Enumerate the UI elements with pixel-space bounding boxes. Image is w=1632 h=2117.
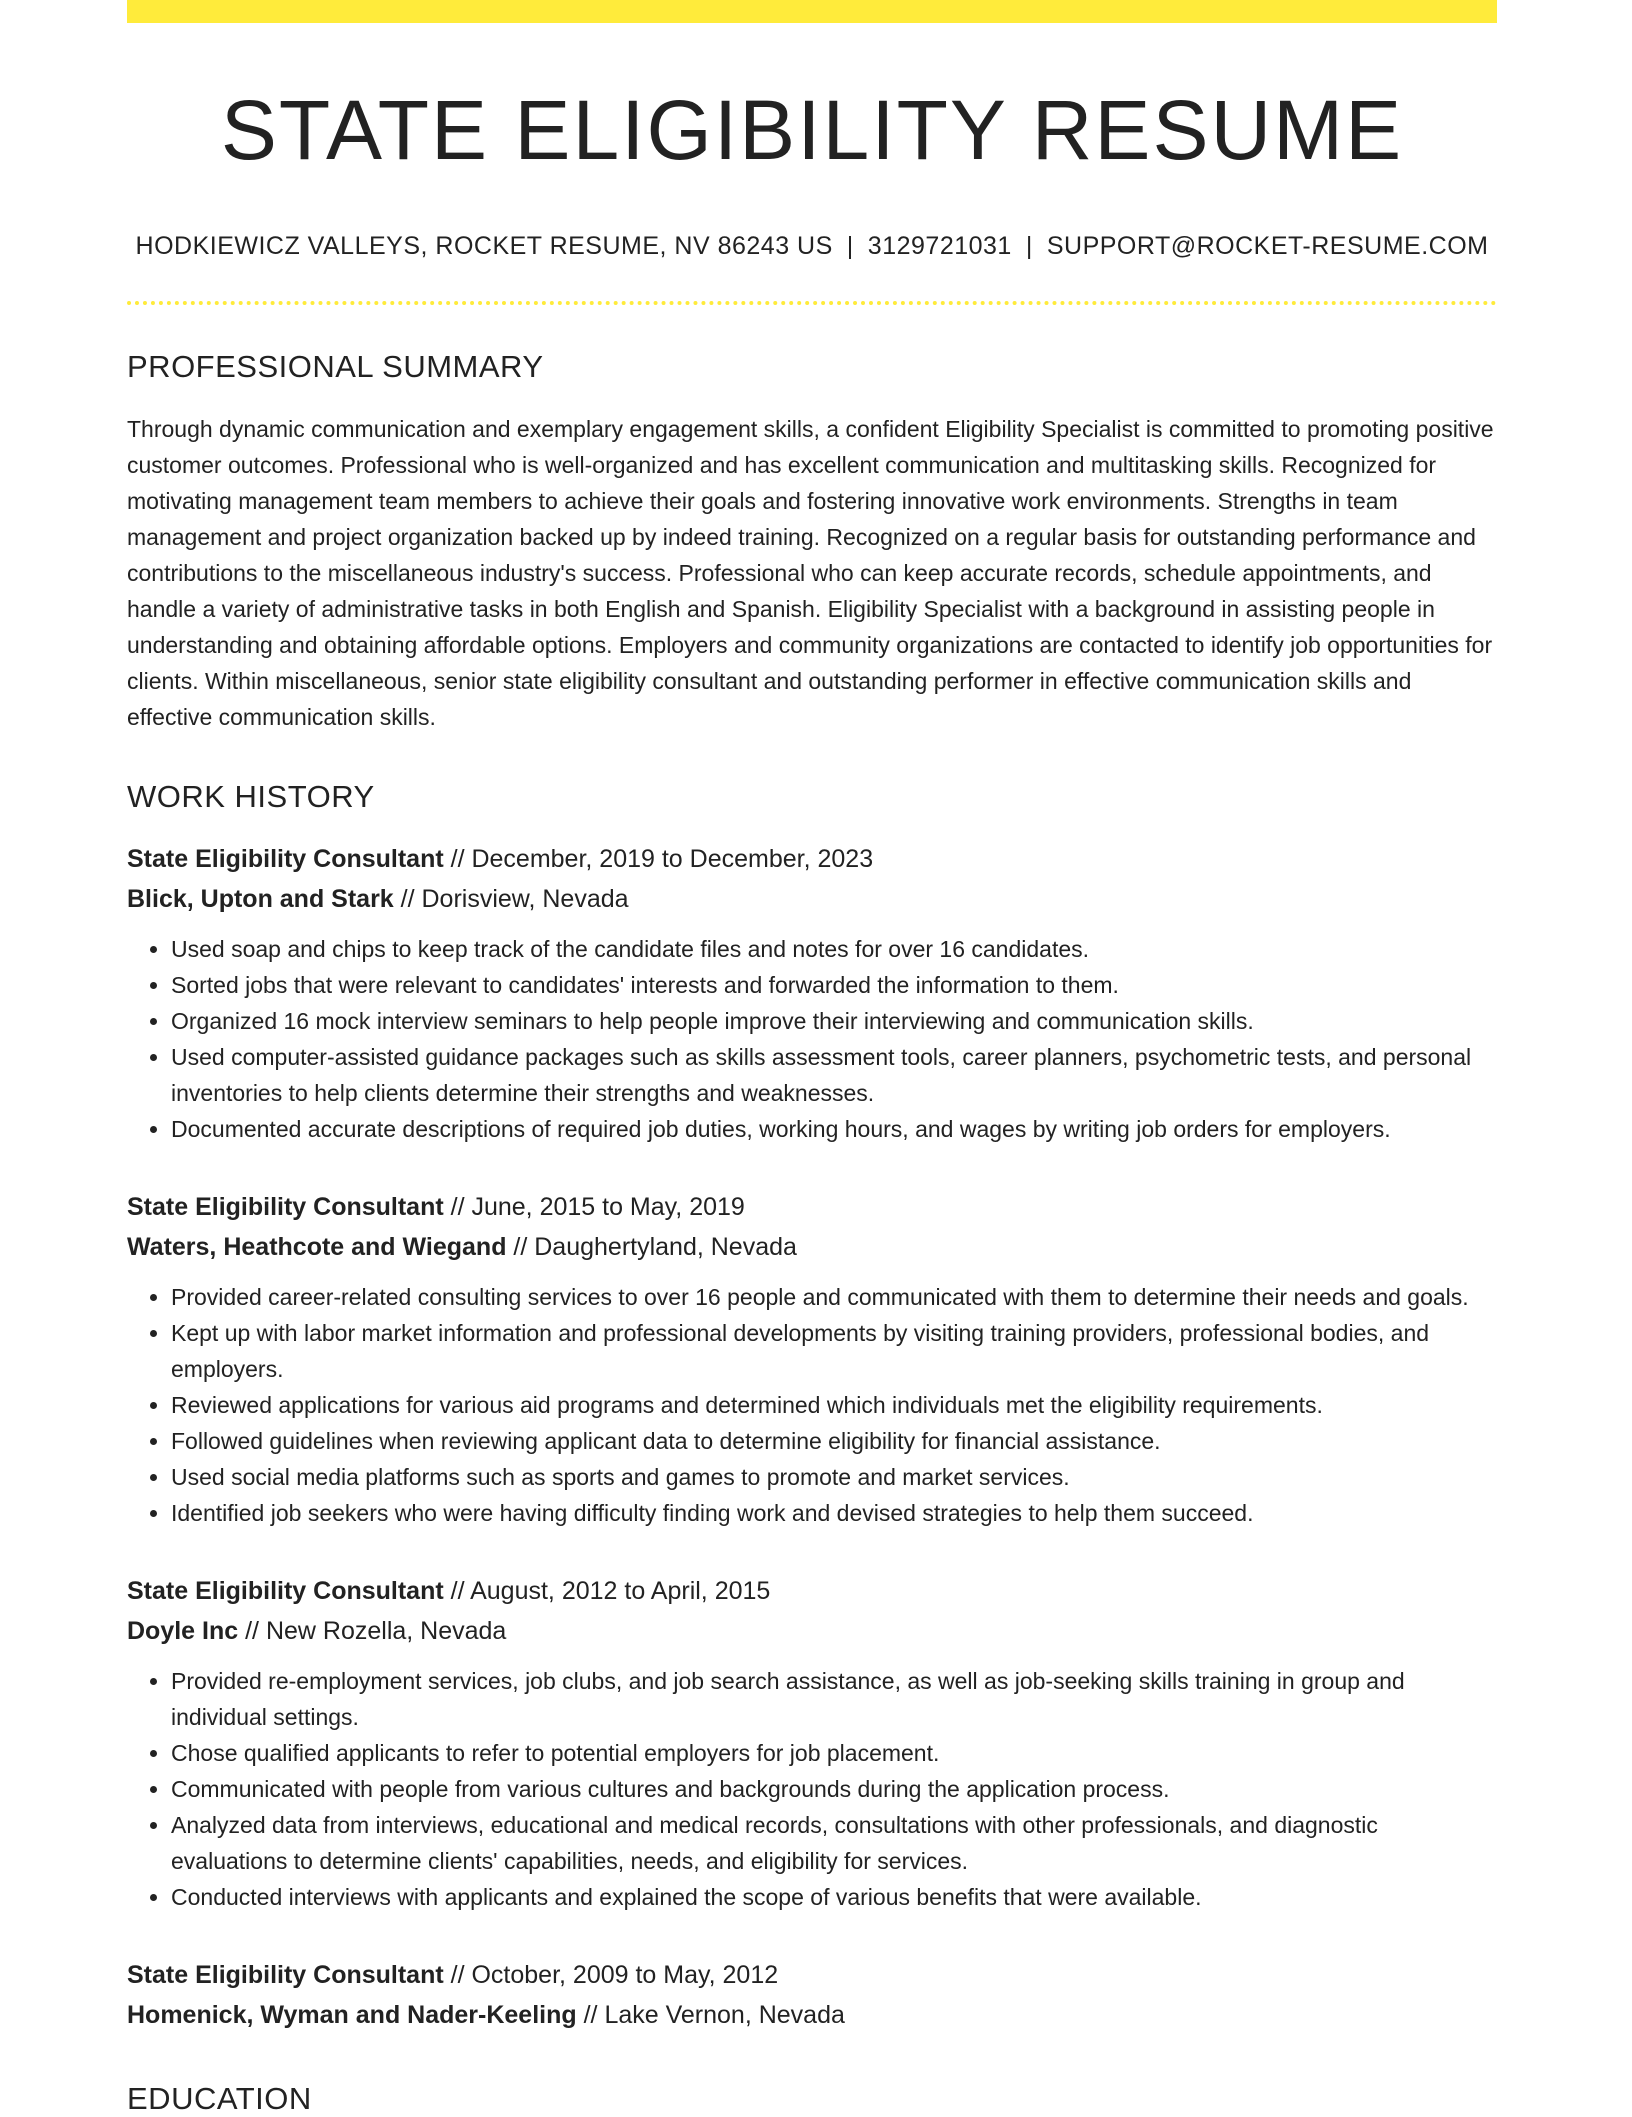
dotted-divider xyxy=(127,301,1497,305)
job-entry xyxy=(127,839,1497,1147)
job-dates: // August, 2012 to April, 2015 xyxy=(443,1577,771,1605)
list-item: • Analyzed data from interviews, educational and medical records, consultations with other professionals, and diagnostic evaluations to determine clients' capabilities, needs, and eligibility for services. xyxy=(171,1807,1497,1879)
job-entry xyxy=(127,1187,1497,1531)
list-item: • Organized 16 mock interview seminars to help people improve their interviewing and communication skills. xyxy=(171,1003,1497,1039)
job-dates: // December, 2019 to December, 2023 xyxy=(443,845,874,873)
job-title: State Eligibility Consultant xyxy=(127,1961,444,1989)
job-location: // Dorisview, Nevada xyxy=(393,885,629,913)
job-title: State Eligibility Consultant xyxy=(127,845,444,873)
job-dates: // June, 2015 to May, 2019 xyxy=(443,1193,745,1221)
list-item: • Used computer-assisted guidance packages such as skills assessment tools, career planners, psychometric tests, and personal inventories to help clients determine their strengths and weaknesses. xyxy=(171,1039,1497,1111)
list-item: • Provided career-related consulting services to over 16 people and communicated with them to determine their needs and goals. xyxy=(171,1279,1497,1315)
job-company: Waters, Heathcote and Wiegand xyxy=(127,1233,507,1261)
resume-title: STATE ELIGIBILITY RESUME xyxy=(220,83,1404,177)
job-company-line xyxy=(127,1995,1497,2035)
list-item: • Followed guidelines when reviewing applicant data to determine eligibility for financial assistance. xyxy=(171,1423,1497,1459)
job-company: Blick, Upton and Stark xyxy=(127,885,394,913)
list-item: • Sorted jobs that were relevant to candidates' interests and forwarded the information to them. xyxy=(171,967,1497,1003)
list-item: • Chose qualified applicants to refer to potential employers for job placement. xyxy=(171,1735,1497,1771)
job-company: Homenick, Wyman and Nader-Keeling xyxy=(127,2001,577,2029)
job-title-line xyxy=(127,1955,1497,1995)
job-company-line xyxy=(127,1611,1497,1651)
job-location: // New Rozella, Nevada xyxy=(238,1617,507,1645)
job-entry xyxy=(127,1571,1497,1915)
job-bullets xyxy=(127,1663,1497,1915)
job-title-line xyxy=(127,839,1497,879)
resume-content xyxy=(127,0,1497,2117)
job-entry xyxy=(127,1955,1497,2035)
job-bullets xyxy=(127,1279,1497,1531)
job-bullets xyxy=(127,931,1497,1147)
list-item: • Communicated with people from various cultures and backgrounds during the application process. xyxy=(171,1771,1497,1807)
list-item: • Documented accurate descriptions of required job duties, working hours, and wages by writing job orders for employers. xyxy=(171,1111,1497,1147)
job-dates: // October, 2009 to May, 2012 xyxy=(443,1961,779,1989)
list-item: • Identified job seekers who were having difficulty finding work and devised strategies to help them succeed. xyxy=(171,1495,1497,1531)
list-item: • Used soap and chips to keep track of the candidate files and notes for over 16 candidates. xyxy=(171,931,1497,967)
contact-separator: | xyxy=(1025,232,1033,260)
list-item: • Reviewed applications for various aid programs and determined which individuals met the eligibility requirements. xyxy=(171,1387,1497,1423)
list-item: • Kept up with labor market information and professional developments by visiting training providers, professional bodies, and employers. xyxy=(171,1315,1497,1387)
contact-address: HODKIEWICZ VALLEYS, ROCKET RESUME, NV 86243 US xyxy=(135,232,833,260)
list-item: • Provided re-employment services, job clubs, and job search assistance, as well as job-seeking skills training in group and individual settings. xyxy=(171,1663,1497,1735)
contact-email: SUPPORT@ROCKET-RESUME.COM xyxy=(1046,232,1489,260)
job-location: // Lake Vernon, Nevada xyxy=(576,2001,845,2029)
list-item: • Conducted interviews with applicants and explained the scope of various benefits that were available. xyxy=(171,1879,1497,1915)
job-company-line xyxy=(127,1227,1497,1267)
job-title: State Eligibility Consultant xyxy=(127,1193,444,1221)
work-history-heading: WORK HISTORY xyxy=(127,779,375,814)
summary-text: Through dynamic communication and exemplary engagement skills, a confident Eligibility Specialist is committed to promoting positive customer outcomes. Professional who is well-organized and has excellent communication and multitasking skills. Recognized for motivating management team members to achieve their goals and fostering innovative work environments. Strengths in team management and project organization backed up by indeed training. Recognized on a regular basis for outstanding performance and contributions to the miscellaneous industry's success. Professional who can keep accurate records, schedule appointments, and handle a variety of administrative tasks in both English and Spanish. Eligibility Specialist with a background in assisting people in understanding and obtaining affordable options. Employers and community organizations are contacted to identify job opportunities for clients. Within miscellaneous, senior state eligibility consultant and outstanding performer in effective communication skills and effective communication skills. xyxy=(127,416,1494,730)
summary-heading: PROFESSIONAL SUMMARY xyxy=(127,349,544,384)
list-item: • Used social media platforms such as sports and games to promote and market services. xyxy=(171,1459,1497,1495)
education-heading: EDUCATION xyxy=(127,2081,312,2116)
job-company: Doyle Inc xyxy=(127,1617,239,1645)
job-title-line xyxy=(127,1571,1497,1611)
job-title-line xyxy=(127,1187,1497,1227)
contact-separator: | xyxy=(846,232,854,260)
job-location: // Daughertyland, Nevada xyxy=(506,1233,797,1261)
job-title: State Eligibility Consultant xyxy=(127,1577,444,1605)
contact-line xyxy=(127,232,1497,261)
job-company-line xyxy=(127,879,1497,919)
contact-phone: 3129721031 xyxy=(867,232,1012,260)
